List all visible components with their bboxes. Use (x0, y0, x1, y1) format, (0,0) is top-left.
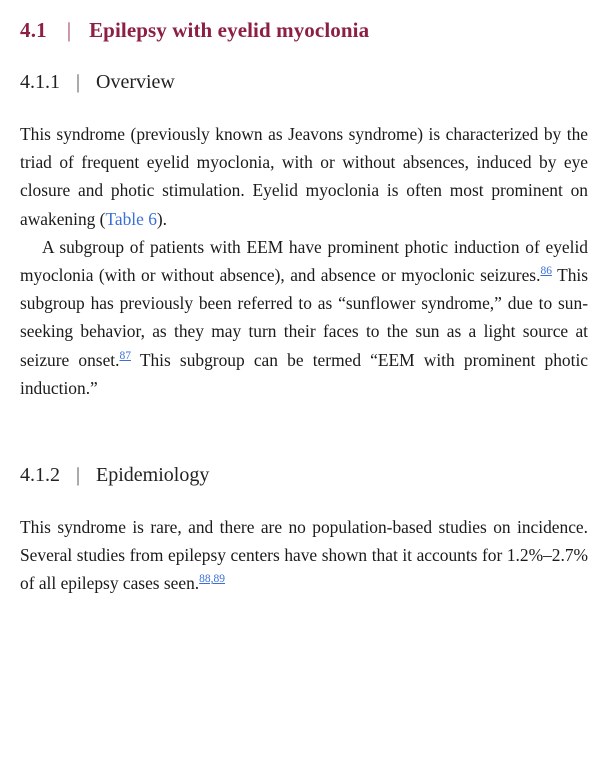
paragraph-epidemiology-1 (20, 513, 588, 598)
subsection-heading-separator-overview: | (76, 71, 81, 93)
subsection-number-overview: 4.1.1 (20, 71, 60, 93)
subsection-heading-epidemiology (20, 464, 588, 487)
citation-87[interactable]: 87 (119, 349, 131, 362)
subsection-heading-overview (20, 71, 588, 94)
paragraph-overview-1-lead: This syndrome (previously known as Jeavons syndrome) is characterized by the triad of frequent eyelid myoclonia, with or without absences, induced by eye closure and photic stimulation. Eyelid myoclonia is often most prominent on awakening ( (20, 124, 588, 229)
section-number: 4.1 (20, 18, 47, 42)
subsection-title-overview: Overview (96, 71, 175, 93)
paragraph-overview-1-tail: ). (156, 208, 168, 229)
paragraph-overview-2-seg1: A subgroup of patients with EEM have prominent photic induction of eyelid myoclonia (with or without absence), and absence or myoclonic seizures. (20, 236, 588, 285)
paragraph-overview-2-seg3: This subgroup can be termed “EEM with prominent photic induction.” (20, 349, 588, 398)
subsection-title-epidemiology: Epidemiology (96, 463, 210, 486)
subsection-heading-separator-epidemiology: | (76, 463, 81, 486)
citation-88-89[interactable]: 88,89 (199, 573, 226, 586)
section-heading (20, 18, 588, 43)
subsection-number-epidemiology: 4.1.2 (20, 463, 60, 486)
section-heading-separator: | (66, 18, 72, 42)
section-title: Epilepsy with eyelid myoclonia (89, 18, 370, 42)
paragraph-overview-1 (20, 120, 588, 233)
paragraph-overview-2 (20, 233, 588, 402)
table-6-link[interactable]: Table 6 (105, 208, 157, 229)
citation-86[interactable]: 86 (540, 265, 552, 278)
paragraph-overview-2-seg2: This subgroup has previously been referred to as “sunflower syndrome,” due to sun-seeking behavior, as they may turn their faces to the sun as a light source at seizure onset. (20, 264, 588, 370)
paragraph-epidemiology-1-seg1: This syndrome is rare, and there are no population-based studies on incidence. Several studies from epilepsy centers have shown that it accounts for 1.2%–2.7% of all epilepsy cases seen. (20, 516, 588, 594)
